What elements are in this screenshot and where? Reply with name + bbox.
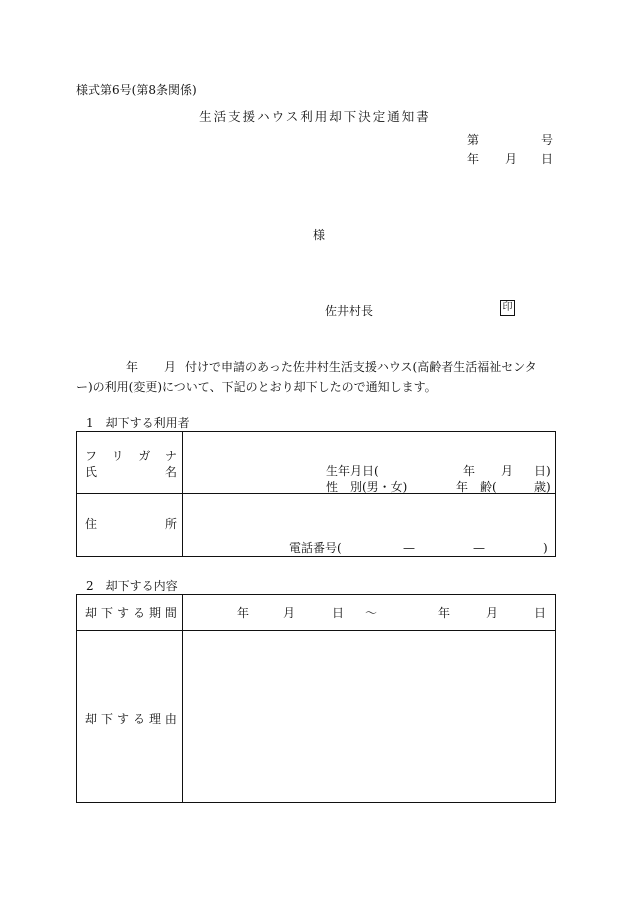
body-line-1-text: 付けで申請のあった佐井村生活支援ハウス(高齢者生活福祉センタ [185, 360, 537, 374]
seal-box: 印 [500, 300, 515, 316]
form-number: 様式第6号(第8条関係) [76, 83, 197, 97]
doc-number-prefix: 第 [467, 133, 480, 147]
furigana-label: フ リ ガ ナ [85, 449, 177, 463]
period-end-day: 日 [534, 606, 547, 620]
period-tilde: ～ [365, 606, 378, 620]
birthdate-label: 生年月日( [326, 464, 379, 478]
phone-dash-1: — [403, 541, 415, 555]
body-year: 年 [126, 360, 139, 374]
phone-label: 電話番号( [289, 541, 342, 555]
gender-field: 性 別(男・女) [326, 480, 408, 494]
birthdate-year: 年 [463, 464, 476, 478]
address-label: 住 所 [85, 517, 177, 531]
period-start-day: 日 [332, 606, 345, 620]
doc-date-month: 月 [505, 152, 518, 166]
birthdate-month: 月 [501, 464, 514, 478]
section-2-heading: 2 却下する内容 [86, 579, 178, 593]
phone-dash-2: — [473, 541, 485, 555]
doc-date-day: 日 [541, 152, 554, 166]
birthdate-day: 日) [534, 464, 551, 478]
age-label: 年 齢( [456, 480, 497, 494]
period-start-year: 年 [237, 606, 250, 620]
doc-number-suffix: 号 [541, 133, 554, 147]
period-end-year: 年 [438, 606, 451, 620]
doc-date-year: 年 [467, 152, 480, 166]
content-table-divider [182, 595, 183, 802]
body-line-2: ー)の利用(変更)について、下記のとおり却下したので通知します。 [76, 380, 437, 394]
phone-close: ) [543, 541, 548, 555]
user-table-divider [182, 432, 183, 556]
section-1-heading: 1 却下する利用者 [86, 416, 190, 430]
period-end-month: 月 [486, 606, 499, 620]
content-table-row-line [77, 630, 555, 631]
age-suffix: 歳) [534, 480, 551, 494]
period-start-month: 月 [283, 606, 296, 620]
reason-label: 却 下 す る 理 由 [85, 712, 177, 726]
document-title: 生活支援ハウス利用却下決定通知書 [199, 109, 431, 124]
name-label: 氏 名 [85, 465, 177, 479]
addressee-suffix: 様 [313, 228, 326, 242]
period-label: 却 下 す る 期 間 [85, 606, 177, 620]
issuer-name: 佐井村長 [325, 304, 374, 318]
body-month: 月 [164, 360, 177, 374]
content-table [76, 594, 556, 803]
user-table [76, 431, 556, 557]
